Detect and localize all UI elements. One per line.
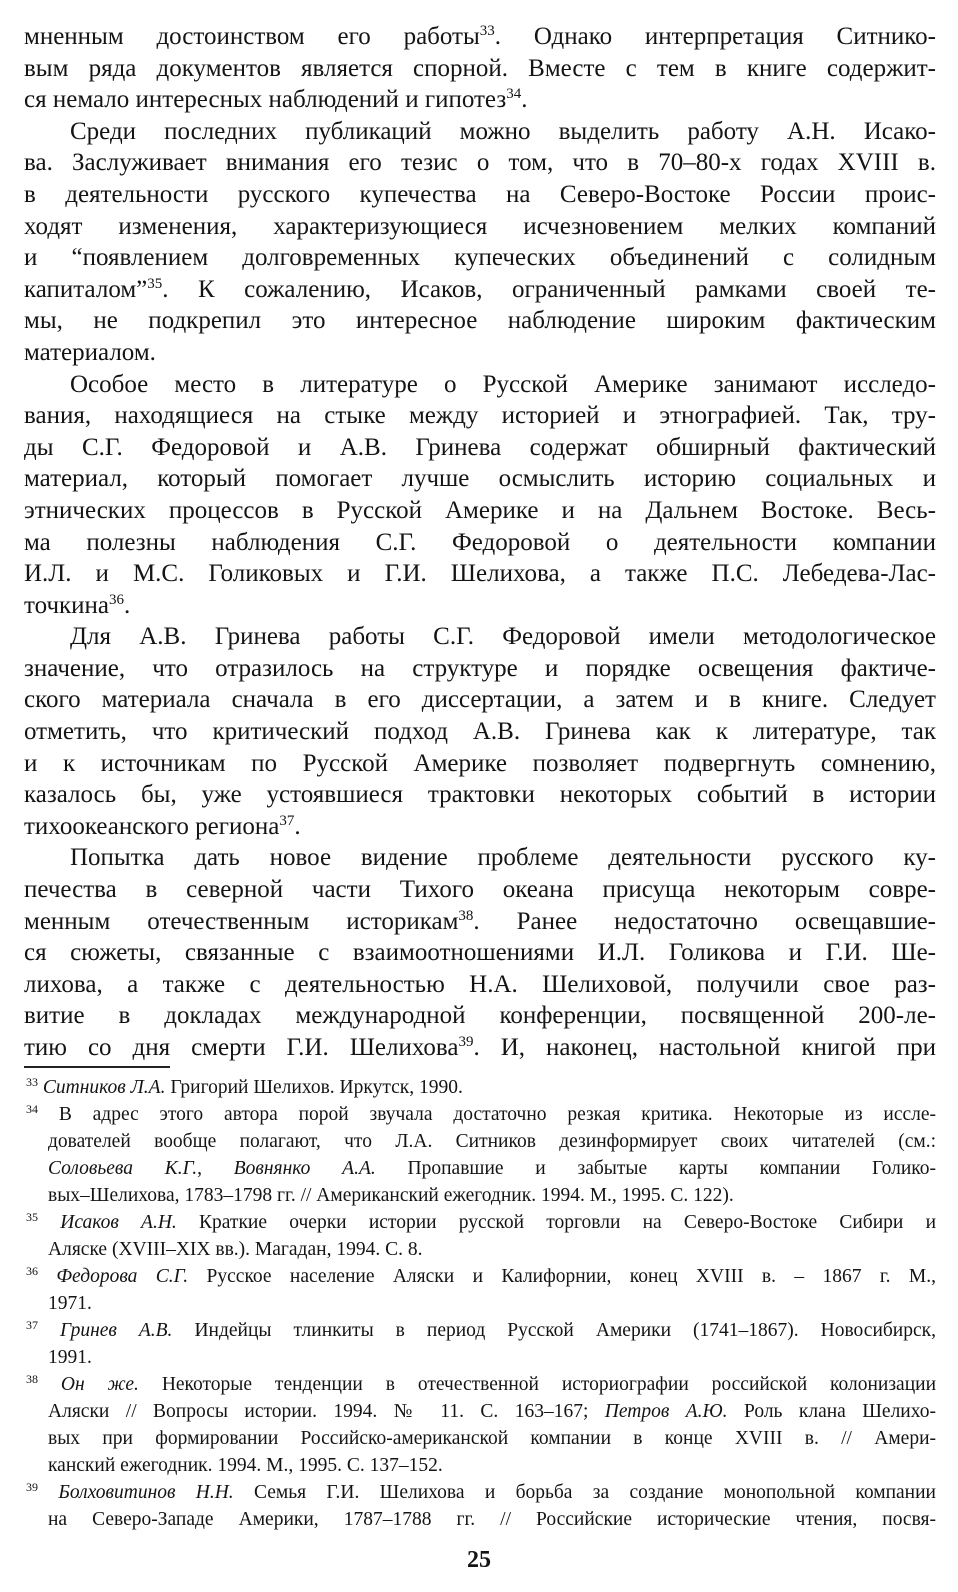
footnote	[26, 1263, 936, 1317]
text-line	[24, 684, 936, 716]
text-line	[24, 463, 936, 495]
footnote-number: 39	[26, 1480, 38, 1494]
main-text	[24, 21, 936, 1064]
footnote-line	[26, 1074, 936, 1101]
footnote-line	[26, 1236, 936, 1263]
footnote-number: 37	[26, 1318, 38, 1332]
author-name: Вовнянко А.А.	[233, 1158, 376, 1179]
text-run: значение, что отразилось на структуре и порядке освещения фактиче-	[24, 654, 936, 682]
text-line	[24, 1000, 936, 1032]
text-run: вым ряда документов является спорной. Вместе с тем в книге содержит-	[24, 54, 936, 82]
footnote-number: 35	[26, 1210, 38, 1224]
text-line	[24, 432, 936, 464]
text-line	[24, 1032, 936, 1064]
text-line	[24, 969, 936, 1001]
text-run: . Однако интерпретация Ситнико-	[494, 23, 936, 50]
footnote-ref: 34	[506, 86, 522, 103]
text-run: В адрес этого автора порой звучала достаточно резкая критика. Некоторые из иссле-	[58, 1104, 937, 1125]
text-line	[24, 937, 936, 969]
footnote-line	[26, 1344, 936, 1371]
text-run: витие в докладах международной конференции, посвященной 200-ле-	[24, 1002, 936, 1030]
text-run: 1971.	[48, 1293, 92, 1314]
text-line	[24, 716, 936, 748]
text-run: печества в северной части Тихого океана присуща некоторым совре-	[24, 876, 936, 904]
text-line	[24, 779, 936, 811]
footnote-line	[26, 1317, 936, 1344]
text-run: Среди последних публикаций можно выделить работу А.Н. Исако-	[70, 117, 936, 145]
text-run: ского материала сначала в его диссертации, а затем и в книге. Следует	[24, 686, 936, 714]
text-run: менным отечественным историкам	[24, 907, 459, 935]
text-line	[24, 179, 936, 211]
text-run: этнических процессов в Русской Америке и на Дальнем Востоке. Весь-	[24, 496, 936, 524]
footnote-ref: 38	[458, 907, 474, 924]
text-run: . К сожалению, Исаков, ограниченный рамками своей те-	[162, 275, 936, 303]
text-run: вых–Шелихова, 1783–1798 гг. // Американский ежегодник. 1994. М., 1995. С. 122).	[48, 1185, 734, 1206]
text-run: и к источникам по Русской Америке позволяет подвергнуть сомнению,	[24, 749, 936, 777]
text-line	[24, 21, 936, 53]
text-run: ,	[197, 1158, 234, 1179]
text-run: Пропавшие и забытые карты компании Голико-	[375, 1158, 937, 1179]
text-run: .	[521, 86, 528, 114]
text-run: мы, не подкрепил это интересное наблюдение широким фактическим	[24, 307, 936, 335]
text-run: материалом.	[24, 338, 156, 366]
footnote-number: 36	[26, 1264, 38, 1278]
text-run: вых при формировании Российско-американской компании в конце XVIII в. // Амери-	[48, 1428, 936, 1449]
text-run: Для А.В. Гринева работы С.Г. Федоровой имели методологическое	[70, 623, 936, 651]
text-run: .	[294, 812, 301, 840]
text-run: капиталом”	[24, 275, 148, 303]
text-line	[24, 811, 936, 843]
text-run: канский ежегодник. 1994. М., 1995. С. 137–152.	[48, 1455, 443, 1476]
footnote-line	[26, 1479, 936, 1506]
footnote-line	[26, 1506, 936, 1533]
author-name: Петров А.Ю.	[604, 1401, 728, 1422]
paragraph	[24, 369, 936, 622]
text-line	[24, 305, 936, 337]
page-number: 25	[467, 1547, 491, 1573]
text-line	[24, 906, 936, 938]
text-line	[24, 84, 936, 116]
text-run: материал, который помогает лучше осмыслить историю социальных и	[24, 465, 936, 493]
text-run: ва. Заслуживает внимания его тезис о том, что в 70–80-х годах XVIII в.	[24, 149, 936, 177]
text-line	[24, 337, 936, 369]
author-name: Ситников Л.А.	[42, 1077, 166, 1098]
text-run: казалось бы, уже устоявшиеся трактовки некоторых событий в истории	[24, 781, 936, 809]
text-run: Аляски // Вопросы истории. 1994. № 11. С. 163–167;	[48, 1401, 605, 1422]
text-line	[24, 53, 936, 85]
text-run: тихоокеанского региона	[24, 812, 280, 840]
footnotes	[26, 1074, 936, 1533]
footnote-line	[26, 1263, 936, 1290]
footnote-line	[26, 1209, 936, 1236]
text-line	[24, 400, 936, 432]
footnote	[26, 1371, 936, 1479]
footnote-number: 38	[26, 1372, 38, 1386]
paragraph	[24, 621, 936, 842]
text-run: в деятельности русского купечества на Северо-Востоке России проис-	[24, 180, 936, 208]
footnote-line	[26, 1155, 936, 1182]
text-run: Русское население Аляски и Калифорнии, конец XVIII в. – 1867 г. М.,	[188, 1266, 936, 1287]
text-run: Григорий Шелихов. Иркутск, 1990.	[165, 1077, 463, 1098]
text-line	[24, 558, 936, 590]
text-run: лихова, а также с деятельностью Н.А. Шелиховой, получили свое раз-	[24, 970, 936, 998]
author-name: Исаков А.Н.	[60, 1212, 177, 1233]
footnote-separator	[24, 1066, 170, 1068]
text-run: ся немало интересных наблюдений и гипотез	[24, 86, 507, 114]
text-run: Индейцы тлинкиты в период Русской Америки (1741–1867). Новосибирск,	[172, 1320, 936, 1341]
footnote-line	[26, 1425, 936, 1452]
footnote-number: 34	[26, 1102, 38, 1116]
text-line	[24, 116, 936, 148]
footnote	[26, 1074, 936, 1101]
paragraph	[24, 21, 936, 116]
footnote	[26, 1317, 936, 1371]
footnote	[26, 1209, 936, 1263]
text-line	[24, 621, 936, 653]
text-line	[24, 874, 936, 906]
text-line	[24, 495, 936, 527]
footnote-number: 33	[26, 1075, 38, 1089]
text-line	[24, 748, 936, 780]
text-run: Особое место в литературе о Русской Америке занимают исследо-	[70, 370, 936, 398]
footnote-ref: 37	[279, 812, 295, 829]
text-line	[24, 590, 936, 622]
text-line	[24, 842, 936, 874]
author-name: Федорова С.Г.	[56, 1266, 189, 1287]
text-run: мненным достоинством его работы	[24, 23, 480, 50]
footnote-line	[26, 1452, 936, 1479]
text-run: ся сюжеты, связанные с взаимоотношениями И.Л. Голикова и Г.И. Ше-	[24, 939, 936, 967]
text-run: вания, находящиеся на стыке между историей и этнографией. Так, тру-	[24, 402, 936, 430]
author-name: Гринев А.В.	[60, 1320, 173, 1341]
text-run: Некоторые тенденции в отечественной историографии российской колонизации	[138, 1374, 937, 1395]
text-run: тию со дня смерти Г.И. Шелихова	[24, 1034, 459, 1061]
text-line	[24, 211, 936, 243]
paragraph	[24, 842, 936, 1063]
text-run: ды С.Г. Федоровой и А.В. Гринева содержат обширный фактический	[24, 433, 936, 461]
text-line	[24, 147, 936, 179]
footnote-line	[26, 1371, 936, 1398]
footnote-line	[26, 1101, 936, 1128]
text-run: .	[124, 591, 131, 619]
text-line	[24, 369, 936, 401]
footnote	[26, 1479, 936, 1533]
text-run: отметить, что критический подход А.В. Гринева как к литературе, так	[24, 718, 936, 746]
text-run: дователей вообще полагают, что Л.А. Ситников дезинформирует своих читателей (см.:	[48, 1131, 936, 1152]
text-run: . Ранее недостаточно освещавшие-	[473, 907, 937, 935]
text-run: и “появлением долговременных купеческих объединений с солидным	[24, 244, 936, 272]
text-run: Аляске (XVIII–XIX вв.). Магадан, 1994. С. 8.	[48, 1239, 423, 1260]
footnote-line	[26, 1290, 936, 1317]
text-run: ходят изменения, характеризующиеся исчезновением мелких компаний	[24, 212, 936, 240]
text-run: И.Л. и М.С. Голиковых и Г.И. Шелихова, а также П.С. Лебедева-Лас-	[24, 560, 936, 588]
footnote	[26, 1101, 936, 1209]
text-run: ма полезны наблюдения С.Г. Федоровой о деятельности компании	[24, 528, 936, 556]
text-line	[24, 274, 936, 306]
text-run: Роль клана Шелихо-	[727, 1401, 936, 1422]
footnote-ref: 39	[458, 1034, 474, 1050]
author-name: Соловьева К.Г.	[48, 1158, 198, 1179]
author-name: Он же.	[60, 1374, 139, 1395]
text-run: на Северо-Западе Америки, 1787–1788 гг. // Российские исторические чтения, посвя-	[48, 1509, 936, 1530]
author-name: Болховитинов Н.Н.	[58, 1482, 234, 1503]
text-line	[24, 653, 936, 685]
text-run: Краткие очерки истории русской торговли на Северо-Востоке Сибири и	[176, 1212, 937, 1233]
footnote-line	[26, 1182, 936, 1209]
text-line	[24, 242, 936, 274]
footnote-ref: 36	[109, 591, 125, 608]
text-run: точкина	[24, 591, 110, 619]
footnote-line	[26, 1398, 936, 1425]
text-run: . И, наконец, настольной книгой при	[473, 1034, 937, 1061]
text-run: Семья Г.И. Шелихова и борьба за создание монопольной компании	[233, 1482, 936, 1503]
text-run: 1991.	[48, 1347, 92, 1368]
footnote-ref: 35	[147, 275, 163, 292]
text-line	[24, 527, 936, 559]
footnote-ref: 33	[479, 23, 495, 39]
footnote-line	[26, 1128, 936, 1155]
text-run: Попытка дать новое видение проблеме деятельности русского ку-	[70, 844, 936, 872]
paragraph	[24, 116, 936, 369]
